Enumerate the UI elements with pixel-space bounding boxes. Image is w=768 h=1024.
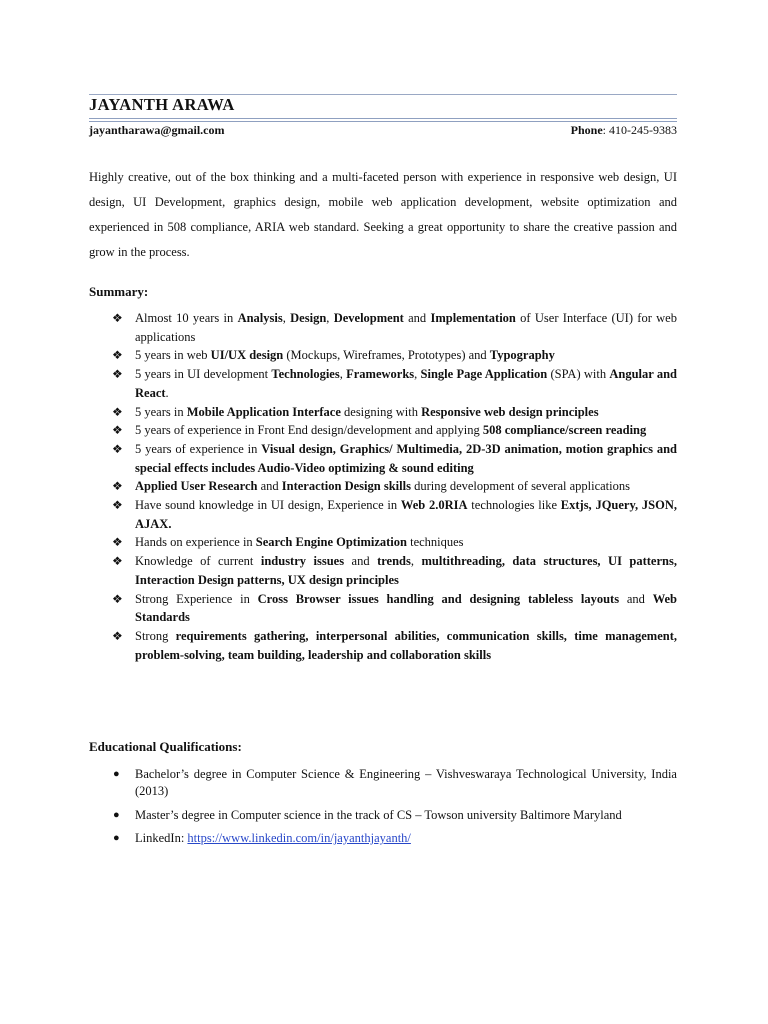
summary-item [89,440,677,477]
summary-item-text: and [344,554,378,569]
summary-item [89,533,677,552]
phone-line [571,123,677,138]
summary-item-text: techniques [406,535,464,550]
summary-item-bold-text: Interaction Design skills [281,479,411,494]
education-item [89,766,677,800]
summary-item-text: designing with [340,404,422,419]
phone-number: : 410-245-9383 [602,123,677,137]
education-item-text: Bachelor’s degree in Computer Science & Engineering – Vishveswaraya Technological University, India (2013) [135,767,677,798]
diamond-bullet-icon: ❖ [112,367,123,382]
summary-item-text: 5 years of experience in [135,441,262,456]
summary-item-bold-text: UI/UX design [210,348,284,363]
summary-item-bold-text: Analysis [237,311,283,325]
summary-item-text: and [403,311,431,325]
summary-item-bold-text: 508 compliance/screen reading [482,423,647,438]
summary-item-text: of User Interface (UI) for web applications [135,311,677,344]
summary-item-text: Hands on experience in [135,535,256,550]
diamond-bullet-icon: ❖ [112,535,123,550]
summary-item-bold-text: Implementation [430,311,516,325]
summary-item [89,309,677,346]
diamond-bullet-icon: ❖ [112,628,123,643]
education-heading: Educational Qualifications: [89,739,242,754]
summary-item-bold-text: Web Standards [135,591,677,625]
summary-item-bold-text: Cross Browser issues handling and designing tableless layouts [257,591,620,606]
summary-item-text: , [414,367,421,382]
summary-item-bold-text: Applied User Research [135,479,258,494]
summary-item-bold-text: Typography [489,348,555,363]
summary-item-bold-text: Angular and React [135,367,678,400]
diamond-bullet-icon: ❖ [112,311,123,325]
diamond-bullet-icon: ❖ [112,404,123,419]
summary-item-text: 5 years in web [135,348,211,363]
summary-item-bold-text: industry issues [260,554,345,569]
summary-item-bold-text: requirements gathering, interpersonal abilities, communication skills, time management, problem-solving, team building, leadership and collaboration skills [135,628,678,662]
summary-item-text: technologies like [467,498,561,513]
diamond-bullet-icon: ❖ [112,554,123,569]
summary-item-bold-text: Web 2.0RIA [400,498,468,513]
summary-item-bold-text: multithreading, data structures, UI patterns, Interaction Design patterns, UX design principles [135,554,677,587]
summary-item-text: 5 years in [135,404,187,419]
summary-item-text: (Mockups, Wireframes, Prototypes) and [283,348,490,363]
summary-item-text: Knowledge of current [135,554,261,569]
summary-item-text: , [410,554,422,569]
summary-item-bold-text: Responsive web design principles [421,404,599,419]
summary-item-bold-text: Technologies [271,367,340,382]
education-item [89,804,677,826]
summary-item [89,496,677,533]
diamond-bullet-icon: ❖ [112,498,123,513]
diamond-bullet-icon: ❖ [112,441,123,456]
linkedin-link[interactable]: https://www.linkedin.com/in/jayanthjayanth/ [187,831,411,845]
education-item-text: Master’s degree in Computer science in the track of CS – Towson university Baltimore Maryland [135,808,622,822]
diamond-bullet-icon: ❖ [112,591,123,606]
summary-item-bold-text: Search Engine Optimization [255,535,407,550]
email-address: jayantharawa@gmail.com [89,123,225,137]
summary-item-text: Almost 10 years in [135,311,238,325]
summary-item-bold-text: Frameworks [346,367,415,382]
summary-item-bold-text: Development [333,311,404,325]
summary-item-text: , [339,367,347,382]
intro-paragraph: Highly creative, out of the box thinking and a multi-faceted person with experience in responsive web design, UI design, UI Development, graphics design, mobile web application development, website optimization and experienced in 508 compliance, ARIA web standard. Seeking a great opportunity to share the creative passion and grow in the process. [89,170,677,259]
summary-item-text: and [257,479,282,494]
summary-item-text: Strong Experience in [135,591,258,606]
summary-item [89,627,677,664]
linkedin-label: LinkedIn: [135,831,188,845]
summary-item-text: (SPA) with [547,367,610,382]
dot-bullet-icon: ● [113,832,120,844]
summary-item [89,403,677,422]
summary-item [89,552,677,589]
diamond-bullet-icon: ❖ [112,348,123,363]
summary-item-text: Strong [135,628,176,643]
summary-item-bold-text: Single Page Application [420,367,548,382]
summary-heading: Summary: [89,284,149,299]
dot-bullet-icon: ● [113,768,120,780]
summary-item [89,590,677,627]
diamond-bullet-icon: ❖ [112,479,123,494]
header-divider [89,118,677,122]
linkedin-item [89,830,677,847]
summary-item [89,346,677,365]
summary-item-text: during development of several applications [410,479,630,494]
summary-item [89,365,677,402]
summary-item [89,421,677,440]
summary-item [89,477,677,496]
summary-item-bold-text: Extjs, JQuery, JSON, AJAX. [135,498,678,531]
summary-item-text: , [326,311,334,325]
phone-label: Phone [570,123,603,137]
summary-item-text: 5 years of experience in Front End design/development and applying [135,423,483,438]
dot-bullet-icon: ● [113,809,120,821]
summary-item-bold-text: trends [377,554,411,569]
candidate-name: JAYANTH ARAWA [89,95,235,114]
summary-item-text: 5 years in UI development [135,367,272,382]
summary-list [89,309,677,664]
summary-item-bold-text: Design [290,311,327,325]
summary-item-bold-text: Visual design, Graphics/ Multimedia, 2D-3D animation, motion graphics and special effects includes Audio-Video optimizing & sound editing [135,441,677,475]
summary-item-text: and [619,591,653,606]
summary-item-text: Have sound knowledge in UI design, Experience in [135,498,401,513]
diamond-bullet-icon: ❖ [112,423,123,438]
summary-item-bold-text: Mobile Application Interface [186,404,341,419]
summary-item-text: , [282,311,291,325]
summary-item-text: . [165,385,169,400]
education-list [89,766,677,851]
